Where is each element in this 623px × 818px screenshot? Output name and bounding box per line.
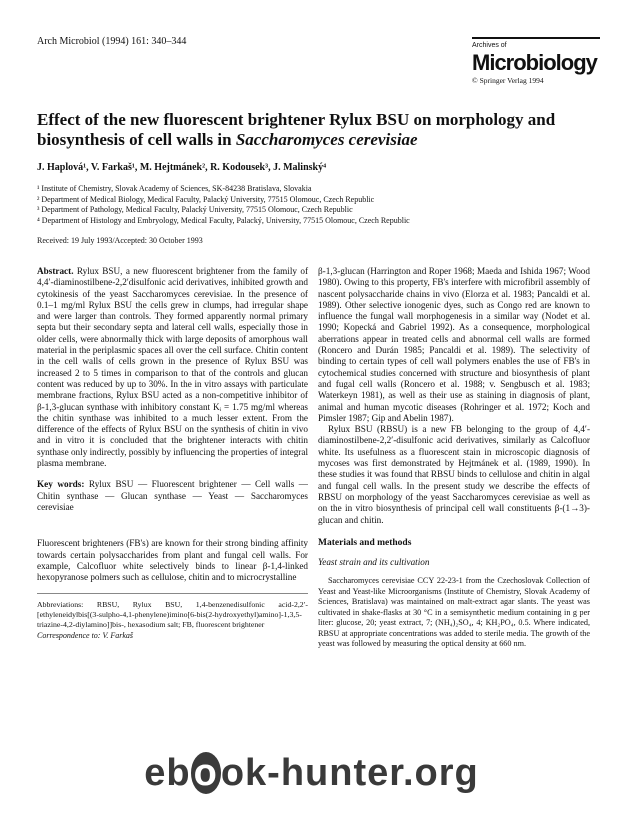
keywords <box>37 479 308 513</box>
right-paragraph-2: Rylux BSU (RBSU) is a new FB belonging to the group of 4,4′-diaminostilbene-2,2′-disulfonic acid derivatives, similarly as Calcofluor white. Its usefulness as a fluorescent stain in microscopic diagnosis of mycoses was first demonstrated by Hejtmánek et al. (1989, 1990). In these studies it was found that RBSU binds to cellulose and chitin in algal and fungal cell walls. In the present study we describe the effects of RBSU on morphology of the yeast Saccharomyces cerevisiae as well as on the in vitro biosynthesis of principal cell wall constituents β-(1→3)-glucan and chitin. <box>318 424 590 525</box>
methods-heading: Materials and methods <box>318 537 412 548</box>
affiliation-1: ¹ Institute of Chemistry, Slovak Academy of Sciences, SK-84238 Bratislava, Slovakia <box>37 184 312 193</box>
abbreviations-footnote: Abbreviations: RBSU, Rylux BSU, 1,4-benzenedisulfonic acid-2,2′-[ethyleneidylbis[(3-sulpho-4,1-phenylene)imino[6-bis(2-hydroxyethyl)amino]-1,3,5-triazine-4,2-diylamino]]bis-, hexasodium salt; FB, fluorescent brightener <box>37 600 308 630</box>
watermark-o: o <box>191 752 221 794</box>
article-title <box>37 110 597 150</box>
affiliation-4: ⁴ Department of Histology and Embryology, Medical Faculty, Palacký, University, 77515 Olomouc, Czech Republic <box>37 215 410 225</box>
intro-paragraph: Fluorescent brighteners (FB's) are known for their strong binding affinity towards certain polysaccharides from plant and fungal cell walls. For example, Calcofluor white selectively binds to linear β-1,4-linked hexopyranose polmers such as cellulose, chitin and to microcrystalline <box>37 538 308 583</box>
journal-logo: Microbiology <box>472 49 597 75</box>
correspondence-footnote: Correspondence to: V. Farkaš <box>37 631 133 641</box>
journal-reference: Arch Microbiol (1994) 161: 340–344 <box>37 36 187 47</box>
title-species: Saccharomyces cerevisiae <box>235 130 418 149</box>
keywords-label: Key words: <box>37 479 85 490</box>
methods-text: Saccharomyces cerevisiae CCY 22-23-1 from the Czechoslovak Collection of Yeast and Yeast-like Microorganisms (Institute of Chemistry, Slovak Academy of Sciences, Bratislava) was maintained on malt-extract agar slants. The yeast was cultivated in shake-flasks at 30 °C in a semisynthetic medium containing in g per liter: glucose, 20; yeast extract, 7; (NH₄)₂SO₄, 4; KH₂PO₄, 0.5. Where indicated, RBSU at appropriate concentrations was added to sterile media. The growth of the yeast was followed by measuring the optical density at 660 nm. <box>318 576 590 649</box>
right-paragraph-1: β-1,3-glucan (Harrington and Roper 1968; Maeda and Ishida 1967; Wood 1980). Owing to this property, FB's interfere with microfibril assembly of nascent polysaccharide chains in vivo (Elorza et al. 1983; Pancaldi et al. 1989). Other selective ionogenic dyes, such as Congo red are known to influence the fungal wall morphogenesis in a similar way (Nodet et al. 1990; Kopecká and Gabriel 1992). As a consequence, morphological aberrations appear in treated cells and abnormal cell walls are formed (Roncero and Durán 1985; Pancaldi et al. 1989). The selectivity of binding to certain types of cell wall polymers enables the use of FB's in cytochemical studies concerned with structure and biosynthesis of plant and fugal cell walls (Roncero et al. 1988; v. Sengbusch et al. 1983; Waterkeyn 1981), as well as their use as staining in diagnosis of plant, animal and human mycotic diseases (Rohringer et al. 1972; Koch and Pimsler 1987; Gip and Abelin 1987). <box>318 266 590 423</box>
affiliation-3: ³ Department of Pathology, Medical Faculty, Palacký University, 77515 Olomouc, Czech Republic <box>37 205 353 214</box>
site-watermark <box>0 752 623 795</box>
keywords-text: Rylux BSU — Fluorescent brightener — Cell walls — Chitin synthase — Glucan synthase — Yeast — Saccharomyces cerevisiae <box>37 479 308 512</box>
masthead-top-label: Archives of <box>472 42 507 49</box>
masthead-rule <box>472 37 600 39</box>
methods-subheading: Yeast strain and its cultivation <box>318 557 430 568</box>
affiliations <box>37 184 597 226</box>
author-list: J. Haplová¹, V. Farkaš¹, M. Hejtmánek², R. Kodousek³, J. Malinský⁴ <box>37 162 327 173</box>
abstract-text: Rylux BSU, a new fluorescent brightener from the family of 4,4′-diaminostilbene-2,2′disulfonic acid derivatives, inhibited growth and cytokinesis of the yeast Saccharomyces cerevisiae. In the presence of 0.1–1 mg/ml Rylux BSU the cells grew in clumps, had irregular shape and were larger than controls. They formed apparently normal primary septa but their secondary septa and lateral cell walls, especially those in older cells, were abnormally thick with large deposits of amorphous wall material in the periplasmic spaces all over the cell surface. Chitin content in the cell walls of cells grown in the presence of Rylux BSU was increased 2 to 5 times in comparison to that of the controls and glucan content was reduced by up to 30%. In the in vitro assays with particulate membrane fractions, Rylux BSU acted as a non-competitive inhibitor of β-1,3-glucan synthase with inhibitory constant Kᵢ = 1.75 mg/ml whereas the chitin synthase was inhibited to a much lesser extent. From the difference of the effects of Rylux BSU on the synthesis of chitin in vivo and in vitro it is concluded that the brightener interacts with chitin synthase only indirectly, possibly by influencing the properties of integral plasma membrane. <box>37 266 308 469</box>
watermark-post: org <box>414 752 479 794</box>
footnote-divider <box>37 593 308 594</box>
received-dates: Received: 19 July 1993/Accepted: 30 October 1993 <box>37 236 203 245</box>
spacer <box>37 523 308 524</box>
watermark-mid: ok-hunter. <box>220 752 415 794</box>
watermark-pre: eb <box>144 752 191 794</box>
title-main: Effect of the new fluorescent brightener Rylux BSU on morphology and biosynthesis of cell walls in <box>37 110 556 149</box>
abstract-label: Abstract. <box>37 266 74 276</box>
affiliation-2: ² Department of Medical Biology, Medical Faculty, Palacký University, 77515 Olomouc, Czech Republic <box>37 194 375 204</box>
journal-masthead <box>472 37 600 85</box>
left-column <box>37 266 308 642</box>
copyright-line: © Springer Verlag 1994 <box>472 75 544 85</box>
abstract <box>37 266 308 469</box>
right-column <box>318 266 590 650</box>
